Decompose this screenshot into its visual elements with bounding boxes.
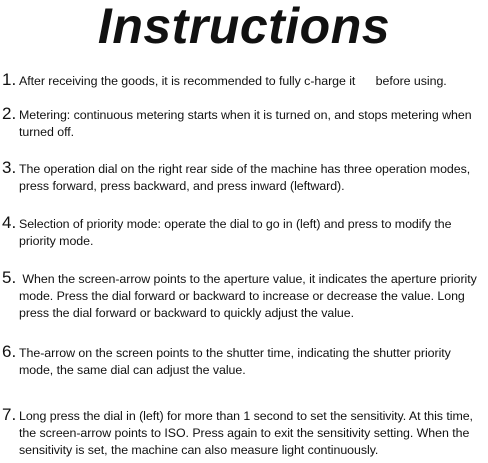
item-number: 3. — [2, 158, 17, 177]
item-number: 6. — [2, 342, 17, 361]
item-text: After receiving the goods, it is recommended to fully c-harge it before using. — [19, 74, 447, 88]
item-number: 4. — [2, 213, 17, 232]
item-text: Selection of priority mode: operate the dial to go in (left) and press to modify the priority mode. — [19, 217, 455, 248]
item-text: Metering: continuous metering starts when it is turned on, and stops metering when turned off. — [19, 108, 475, 139]
item-number: 2. — [2, 104, 17, 123]
item-text: Long press the dial in (left) for more than 1 second to set the sensitivity. At this time, the screen-arrow points to ISO. Press again to exit the sensitivity setting. When the sensitivity is set, the machine can also measure light continuously. — [19, 409, 477, 457]
item-number: 1. — [2, 70, 17, 89]
item-text: The operation dial on the right rear side of the machine has three operation modes, press forward, press backward, and press inward (leftward). — [19, 162, 474, 193]
item-number: 5. — [2, 268, 17, 287]
page-title: Instructions — [97, 0, 391, 54]
item-text: The-arrow on the screen points to the shutter time, indicating the shutter priority mode, the same dial can adjust the value. — [19, 346, 455, 377]
item-number: 7. — [2, 405, 17, 424]
item-text: When the screen-arrow points to the aperture value, it indicates the aperture priority mode. Press the dial forward or backward to increase or decrease the value. Long press the dial forward or backward to quickly adjust the value. — [19, 272, 481, 320]
